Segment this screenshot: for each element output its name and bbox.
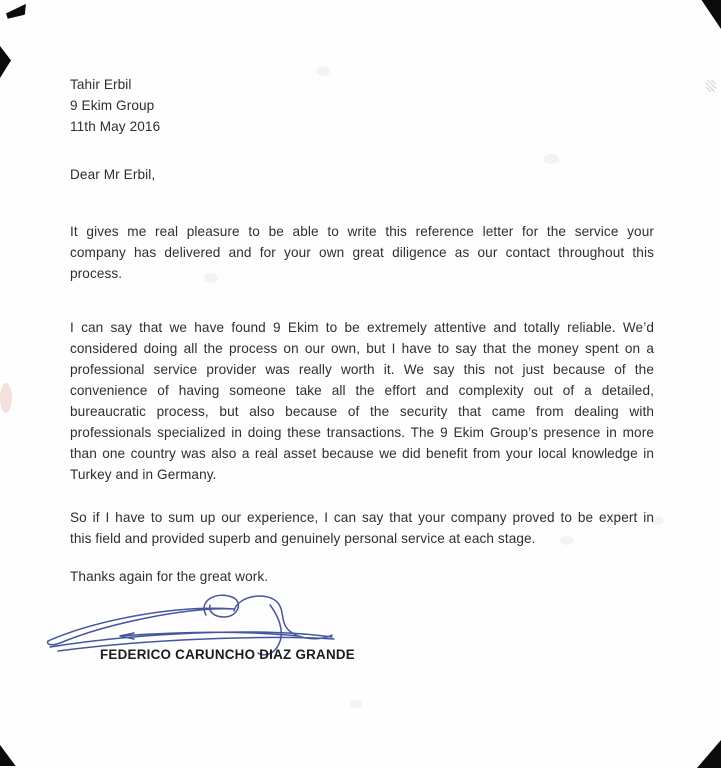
paragraph-line: Turkey and in Germany. [70, 467, 217, 482]
sender-name: Tahir Erbil [70, 77, 132, 92]
paragraph-line: this field and provided superb and genuinely personal service at each stage. [70, 531, 536, 546]
paragraph-2 [70, 317, 654, 485]
scan-artifact-left-edge [0, 46, 11, 78]
scan-smudge [350, 700, 362, 708]
paragraph-line: professional service provider was really worth it. We say this not just because of the [70, 362, 654, 377]
scan-artifact-bottom-left [0, 743, 17, 766]
sender-block [70, 74, 654, 137]
signature-stroke [204, 595, 238, 617]
scan-smudge-pink [0, 383, 12, 413]
scan-smudge [706, 80, 716, 92]
signer-name: FEDERICO CARUNCHO DIAZ GRANDE [100, 647, 355, 662]
letter-date: 11th May 2016 [70, 119, 161, 134]
paragraph-line: I can say that we have found 9 Ekim to be extremely attentive and totally reliable. We’d [70, 320, 654, 335]
paragraph-1 [70, 221, 654, 284]
salutation: Dear Mr Erbil, [70, 167, 156, 182]
paragraph-line: considered doing all the process on our own, but I have to say that the money spent on a [70, 341, 654, 356]
paragraph-line: than one country was also a real asset because we did benefit from your local knowledge in [70, 446, 654, 461]
scan-artifact-top-right [696, 0, 721, 29]
sender-company: 9 Ekim Group [70, 98, 155, 113]
paragraph-line: company has delivered and for your own great diligence as our contact throughout this [70, 245, 654, 260]
signature-block [70, 589, 654, 679]
paragraph-line: professionals specialized in doing these transactions. The 9 Ekim Group’s presence in more [70, 425, 654, 440]
paragraph-line: So if I have to sum up our experience, I can say that your company proved to be expert in [70, 510, 654, 525]
paragraph-line: process. [70, 266, 123, 281]
paragraph-3 [70, 507, 654, 549]
paragraph-line: convenience of having someone take all the effort and complexity out of a detailed, [70, 383, 654, 398]
paragraph-line: bureaucratic process, but also because of the security that came from dealing with [70, 404, 654, 419]
scan-artifact-bottom-right [697, 740, 721, 768]
paragraph-line: It gives me real pleasure to be able to write this reference letter for the service your [70, 224, 654, 239]
letter-content [70, 74, 654, 679]
scan-artifact-top-left [5, 4, 29, 20]
closing-line: Thanks again for the great work. [70, 569, 269, 584]
